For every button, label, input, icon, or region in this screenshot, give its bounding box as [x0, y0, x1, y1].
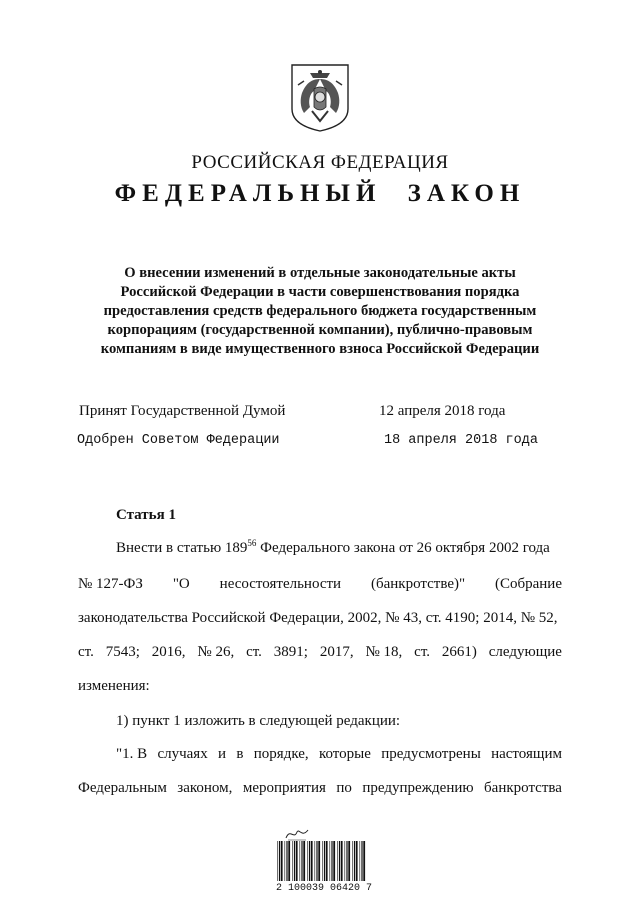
paragraph-text: Федерального закона от 26 октября 2002 года — [256, 540, 550, 556]
barcode-bar — [303, 841, 305, 881]
barcode-bar — [337, 841, 338, 881]
barcode-bar — [348, 841, 350, 881]
barcode-bar — [288, 841, 290, 881]
list-item: 1) пункт 1 изложить в следующей редакции: — [116, 713, 401, 729]
word: и — [218, 746, 227, 762]
barcode-bar — [296, 841, 298, 881]
word: № 18, — [365, 644, 403, 660]
barcode-bar — [346, 841, 347, 881]
word: 2017, — [319, 644, 354, 660]
council-approval-date: 18 апреля 2018 года — [384, 433, 538, 448]
barcode-bar — [281, 841, 283, 881]
word: № 26, — [197, 644, 235, 660]
barcode-bar — [307, 841, 308, 881]
article-paragraph-line — [78, 644, 562, 661]
word: следующие — [488, 644, 562, 660]
barcode-bar — [352, 841, 353, 881]
council-approval-label: Одобрен Советом Федерации — [77, 433, 280, 448]
barcode-bar — [341, 841, 343, 881]
barcode-bar — [315, 841, 316, 881]
barcode-bar — [326, 841, 328, 881]
barcode-bar — [311, 841, 313, 881]
article-paragraph-line: изменения: — [78, 678, 150, 694]
barcode-bar — [322, 841, 323, 881]
barcode-bar — [360, 841, 361, 881]
word: "1. В — [116, 746, 148, 762]
word: порядке, — [253, 746, 309, 762]
law-title-line: предоставления средств федерального бюджета государственным — [103, 303, 537, 319]
barcode-bar — [285, 841, 286, 881]
article-paragraph-line — [78, 576, 562, 593]
word: законом, — [177, 780, 233, 796]
paragraph-text: Внести в статью 189 — [116, 540, 248, 556]
barcode — [276, 841, 366, 881]
document-type-heading: ФЕДЕРАЛЬНЫЙ ЗАКОН — [114, 180, 526, 207]
barcode-bar — [331, 841, 332, 881]
article-paragraph-line — [116, 540, 550, 557]
word: ст. — [414, 644, 430, 660]
barcode-bar — [345, 841, 346, 881]
law-title-line: Российской Федерации в части совершенствования порядка — [120, 284, 520, 300]
article-heading: Статья 1 — [116, 507, 176, 523]
barcode-bar — [301, 841, 302, 881]
word: 3891; — [273, 644, 308, 660]
barcode-bar — [294, 841, 295, 881]
word: предусмотрены — [381, 746, 481, 762]
article-number-superscript: 56 — [247, 538, 257, 548]
law-title-line: корпорациям (государственной компании), публично-правовым — [107, 322, 533, 338]
coat-of-arms-emblem — [288, 63, 352, 133]
law-title — [80, 264, 560, 359]
barcode-bar — [354, 841, 355, 881]
law-title-line: О внесении изменений в отдельные законодательные акты — [124, 265, 516, 281]
barcode-bar — [279, 841, 280, 881]
duma-adoption-label: Принят Государственной Думой — [79, 403, 286, 419]
barcode-bar — [339, 841, 340, 881]
barcode-bar — [309, 841, 310, 881]
quoted-paragraph-line — [116, 746, 562, 763]
word: 2016, — [151, 644, 186, 660]
word: в — [236, 746, 244, 762]
barcode-bar — [318, 841, 320, 881]
word: Федеральным — [78, 780, 167, 796]
word: несостоятельности — [219, 576, 342, 592]
word: ст. — [246, 644, 262, 660]
barcode-bar — [361, 841, 362, 881]
barcode-bar — [330, 841, 331, 881]
word: 7543; — [105, 644, 140, 660]
article-paragraph-line: законодательства Российской Федерации, 2002, № 43, ст. 4190; 2014, № 52, — [78, 610, 558, 626]
barcode-bar — [300, 841, 301, 881]
quoted-paragraph-line — [78, 780, 562, 797]
word: настоящим — [491, 746, 562, 762]
word: "О — [172, 576, 190, 592]
signature-mark — [284, 826, 310, 842]
barcode-bar — [333, 841, 335, 881]
barcode-bar — [324, 841, 325, 881]
barcode-bar — [292, 841, 293, 881]
barcode-bar — [286, 841, 287, 881]
word: (Собрание — [494, 576, 562, 592]
barcode-number: 2 100039 06420 7 — [276, 883, 373, 894]
duma-adoption-date: 12 апреля 2018 года — [379, 403, 506, 419]
barcode-bar — [277, 841, 278, 881]
word: банкротства — [484, 780, 562, 796]
word: (банкротстве)" — [370, 576, 466, 592]
barcode-bar — [356, 841, 358, 881]
registration-barcode-block — [276, 826, 373, 896]
word: мероприятия — [242, 780, 326, 796]
word: ст. — [78, 644, 94, 660]
word: предупреждению — [362, 780, 474, 796]
law-title-line: компаниям в виде имущественного взноса Российской Федерации — [100, 341, 540, 357]
word: по — [336, 780, 352, 796]
word: случаях — [157, 746, 208, 762]
word: 2661) — [441, 644, 477, 660]
word: которые — [318, 746, 371, 762]
barcode-bar — [363, 841, 365, 881]
word: № 127-ФЗ — [78, 576, 143, 592]
country-heading: РОССИЙСКАЯ ФЕДЕРАЦИЯ — [191, 152, 449, 173]
barcode-bar — [316, 841, 317, 881]
